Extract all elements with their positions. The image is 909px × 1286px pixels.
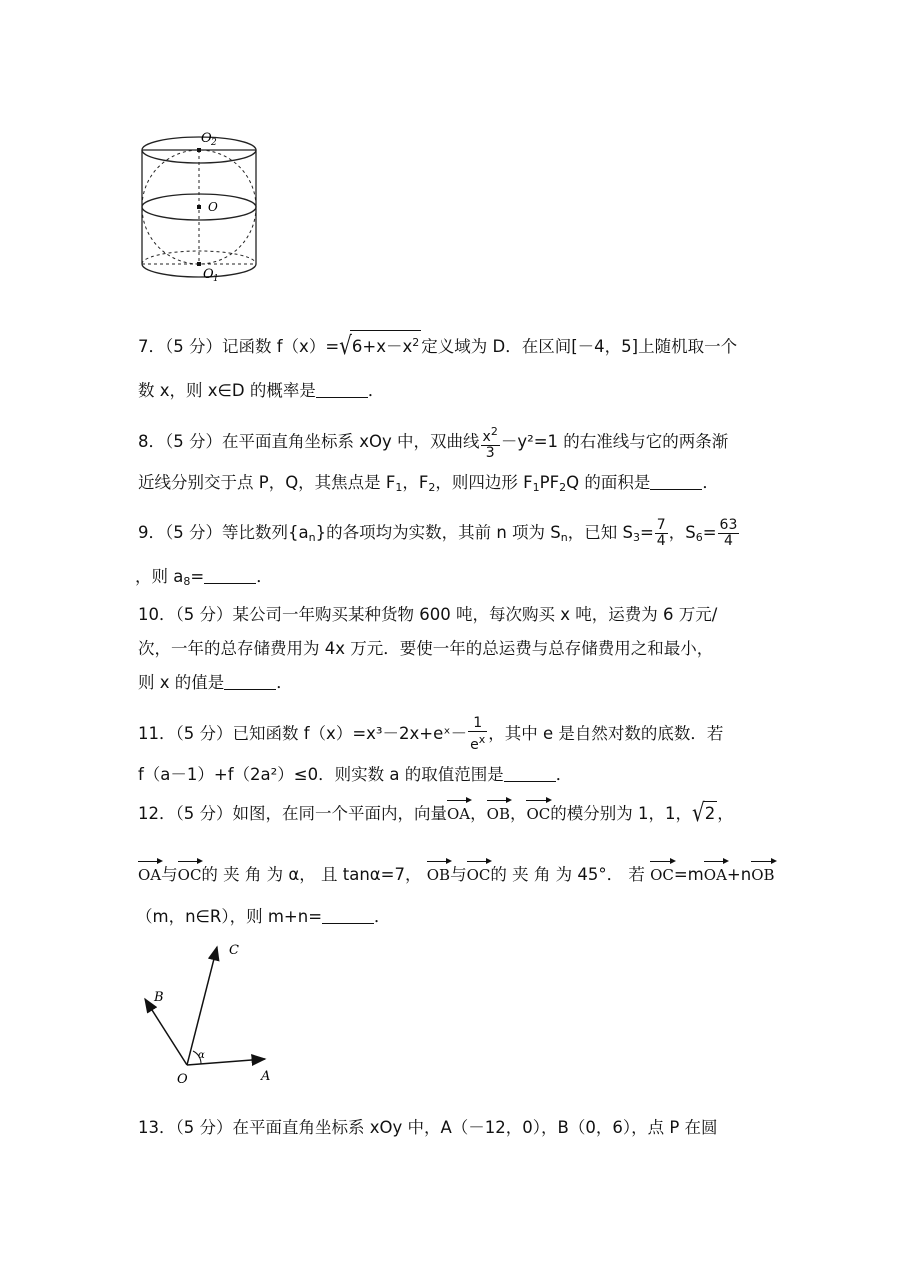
q12-line1: 12．（5 分）如图，在同一个平面内，向量OA，OB，OC的模分别为 1，1，√2 ， <box>138 797 734 827</box>
svg-text:1: 1 <box>213 274 219 284</box>
q7-line1: 7．（5 分）记函数 $f(x)=√6+x-x^2$ 定义域为 D．在区间[－4，5]上随机取一个 <box>138 330 738 360</box>
vector-ob: OB <box>487 798 510 826</box>
q10-line3: 则 x 的值是 ． <box>138 673 293 692</box>
answer-blank <box>322 909 374 924</box>
cylinder-sphere-figure <box>135 120 265 295</box>
q9-line2: ，则 $a_8=$ ． <box>135 567 273 588</box>
label-b: B <box>154 990 164 1005</box>
q8-line2: 近线分别交于点 P，Q，其焦点是 $F_1$，$F_2$，则四边形 $F_1PF_2Q$ 的面积是 ． <box>138 473 719 494</box>
label-o: O <box>208 200 218 214</box>
vector-ob-arrow <box>145 999 187 1065</box>
answer-blank <box>650 475 702 490</box>
vector-oc-arrow <box>187 947 217 1065</box>
q11-line1: 11．（5 分）已知函数 f（x）=x³－2x+eˣ－ $\frac{1}{e^x}$ ，其中 e 是自然对数的底数．若 <box>138 715 724 753</box>
q9-line1: 9．（5 分）等比数列$\{a_n\}$的各项均为实数，其前 n 项为 $S_n$，已知 $S_3=$ $\frac{7}{4}$ ，$S_6=$ $\frac{63}{4}$ <box>138 517 738 549</box>
label-o1: O <box>203 267 214 282</box>
q12-line2: OA与OC的 夹 角 为 α， 且 tanα=7， OB与OC的 夹 角 为 45°． 若 OC=mOA+nOB <box>138 859 775 887</box>
q10-line1: 10．（5 分）某公司一年购买某种货物 600 吨，每次购买 x 吨，运费为 6 万元/ <box>138 605 718 624</box>
vector-oc: OC <box>526 798 550 826</box>
q9-fraction-2: $\frac{63}{4}$ <box>719 517 738 549</box>
q13-line1: 13．（5 分）在平面直角坐标系 xOy 中，A（－12，0），B（0，6），点 P 在圆 <box>138 1118 718 1137</box>
vector-figure <box>135 935 285 1087</box>
q10-line2: 次，一年的总存储费用为 4x 万元．要使一年的总运费与总存储费用之和最小， <box>138 639 714 658</box>
q11-fraction: $\frac{1}{e^x}$ <box>470 715 486 753</box>
answer-blank <box>504 767 556 782</box>
label-a: A <box>261 1069 271 1084</box>
answer-blank <box>204 569 256 584</box>
label-c: C <box>229 943 239 958</box>
q9-fraction-1: $\frac{7}{4}$ <box>656 517 666 549</box>
q11-line2: f（a－1）+f（2a²）≤0．则实数 a 的取值范围是 ． <box>138 765 573 784</box>
label-o2: O <box>201 131 212 146</box>
label-alpha: α <box>198 1050 205 1061</box>
answer-blank <box>224 675 276 690</box>
q7-radical: $6+x-x^2$ <box>350 330 421 359</box>
answer-blank <box>316 383 368 398</box>
q7-line2: 数 x，则 x∈D 的概率是 ． <box>138 381 385 400</box>
vector-oa: OA <box>447 798 470 826</box>
q8-line1: 8．（5 分）在平面直角坐标系 xOy 中，双曲线 $\frac{x^2}{3}$ －y²=1 的右准线与它的两条渐 <box>138 425 729 461</box>
svg-text:2: 2 <box>211 138 217 148</box>
q8-fraction: $\frac{x^2}{3}$ <box>482 425 498 461</box>
q12-line3: （m，n∈R），则 m+n= ． <box>136 907 391 926</box>
label-o: O <box>177 1072 188 1087</box>
